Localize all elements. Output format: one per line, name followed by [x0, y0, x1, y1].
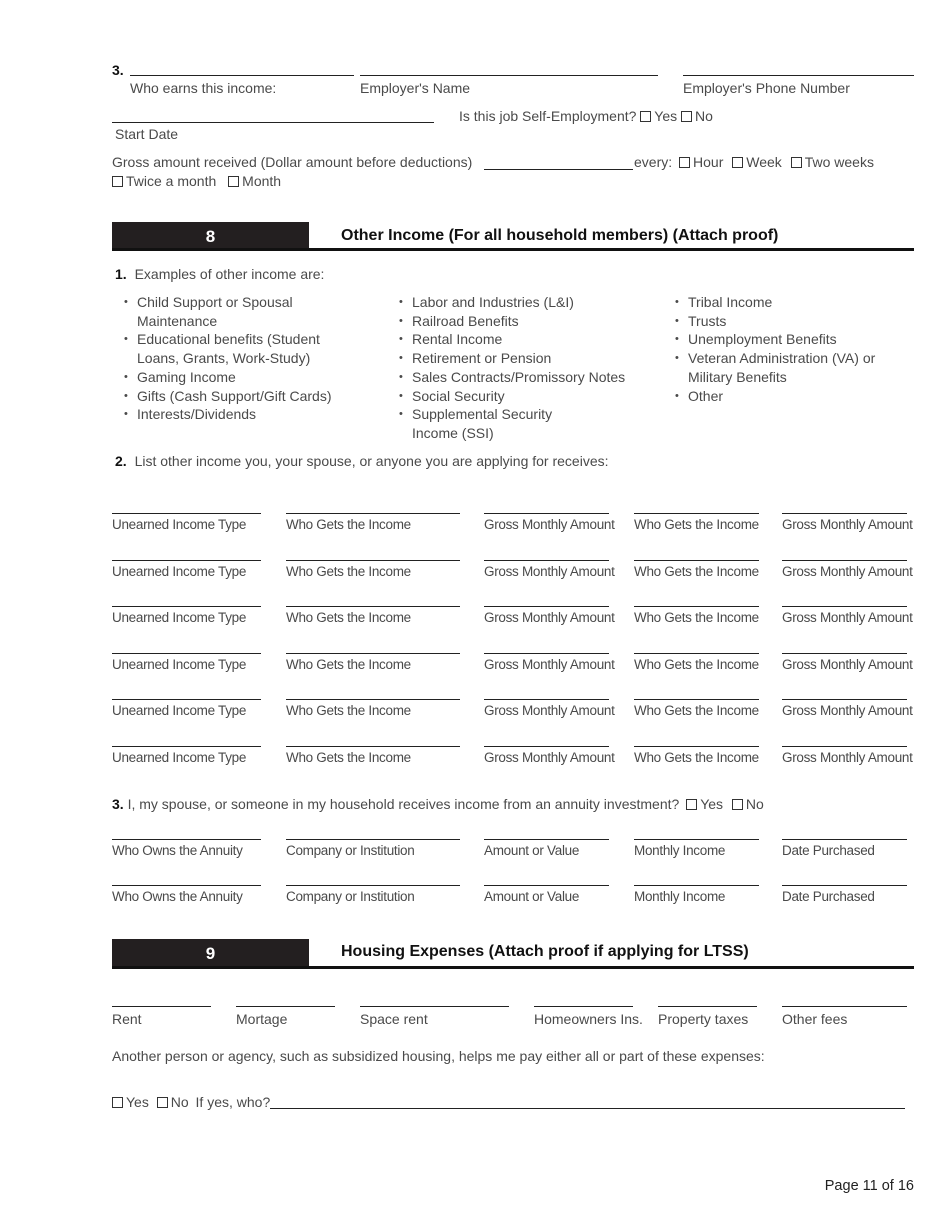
annuity-no-checkbox[interactable] — [732, 799, 743, 810]
income-field-line[interactable] — [782, 699, 907, 700]
income-field-label: Unearned Income Type — [112, 657, 247, 672]
list-item: • Other — [673, 387, 908, 406]
income-field-label: Who Gets the Income — [634, 517, 759, 532]
list-item: • Retirement or Pension — [397, 349, 647, 368]
income-field-line[interactable] — [782, 560, 907, 561]
list-item: • Labor and Industries (L&I) — [397, 293, 647, 312]
s8-q1 — [115, 266, 324, 282]
annuity-field-line[interactable] — [484, 885, 609, 886]
section-8-rule — [112, 248, 914, 251]
list-item: • Interests/Dividends — [122, 405, 342, 424]
assistance-yes-checkbox[interactable] — [112, 1097, 123, 1108]
annuity-field-line[interactable] — [112, 885, 261, 886]
gross-amount-label: Gross amount received (Dollar amount before deductions) — [112, 154, 473, 170]
two-weeks-checkbox[interactable] — [791, 157, 802, 168]
s8-q2-text: List other income you, your spouse, or anyone you are applying for receives: — [134, 453, 609, 469]
self-employment-question: Is this job Self-Employment? — [459, 108, 637, 124]
income-field-line[interactable] — [484, 653, 609, 654]
section-8-number: 8 — [112, 222, 309, 251]
income-field-line[interactable] — [286, 699, 460, 700]
gross-amount-line[interactable] — [484, 169, 633, 170]
assistance-answer-row — [112, 1094, 270, 1110]
start-date-line[interactable] — [112, 122, 434, 123]
annuity-field-label: Who Owns the Annuity — [112, 843, 243, 858]
income-field-label: Gross Monthly Amount — [484, 564, 615, 579]
annuity-field-line[interactable] — [634, 885, 759, 886]
annuity-field-line[interactable] — [112, 839, 261, 840]
expense-field-line[interactable] — [658, 1006, 757, 1007]
expense-field-line[interactable] — [112, 1006, 211, 1007]
two-weeks-label: Two weeks — [804, 154, 874, 170]
income-examples-col3 — [673, 293, 908, 405]
start-date-label: Start Date — [115, 126, 179, 142]
list-item: • Supplemental Security Income (SSI) — [397, 405, 572, 442]
hour-label: Hour — [693, 154, 724, 170]
annuity-field-label: Amount or Value — [484, 889, 580, 904]
income-field-line[interactable] — [112, 606, 261, 607]
income-field-label: Gross Monthly Amount — [782, 564, 913, 579]
list-item: • Social Security — [397, 387, 647, 406]
list-item: • Gifts (Cash Support/Gift Cards) — [122, 387, 342, 406]
income-field-label: Who Gets the Income — [634, 750, 759, 765]
week-checkbox[interactable] — [732, 157, 743, 168]
expense-field-line[interactable] — [782, 1006, 907, 1007]
income-field-line[interactable] — [112, 746, 261, 747]
income-field-label: Gross Monthly Amount — [484, 517, 615, 532]
s8-q3-number: 3. — [112, 796, 124, 812]
income-field-line[interactable] — [484, 606, 609, 607]
hour-checkbox[interactable] — [679, 157, 690, 168]
income-examples-col2 — [397, 293, 647, 443]
income-field-line[interactable] — [782, 513, 907, 514]
income-field-line[interactable] — [286, 513, 460, 514]
expense-field-label: Space rent — [360, 1011, 428, 1027]
income-field-label: Unearned Income Type — [112, 610, 247, 625]
income-field-label: Gross Monthly Amount — [782, 703, 913, 718]
income-field-label: Unearned Income Type — [112, 750, 247, 765]
week-label: Week — [746, 154, 782, 170]
income-field-label: Gross Monthly Amount — [782, 657, 913, 672]
income-field-line[interactable] — [112, 699, 261, 700]
income-field-line[interactable] — [634, 699, 759, 700]
if-yes-label: If yes, who? — [195, 1094, 271, 1110]
income-field-label: Gross Monthly Amount — [484, 657, 615, 672]
income-field-line[interactable] — [782, 746, 907, 747]
list-item: • Child Support or Spousal Maintenance — [122, 293, 342, 330]
income-field-label: Who Gets the Income — [634, 703, 759, 718]
list-item: • Tribal Income — [673, 293, 908, 312]
who-earns-label: Who earns this income: — [130, 80, 277, 96]
section-9-number: 9 — [112, 939, 309, 968]
income-field-line[interactable] — [286, 560, 460, 561]
income-field-line[interactable] — [484, 513, 609, 514]
income-field-label: Unearned Income Type — [112, 564, 247, 579]
assistance-no-checkbox[interactable] — [157, 1097, 168, 1108]
income-field-label: Who Gets the Income — [286, 657, 411, 672]
list-item: • Railroad Benefits — [397, 312, 647, 331]
list-item: • Veteran Administration (VA) or Military Benefits — [673, 349, 908, 386]
annuity-field-label: Amount or Value — [484, 843, 580, 858]
income-field-label: Who Gets the Income — [286, 564, 411, 579]
income-field-label: Gross Monthly Amount — [782, 610, 913, 625]
assistance-yes-label: Yes — [126, 1094, 149, 1110]
employer-phone-line[interactable] — [683, 75, 914, 76]
income-examples-col1 — [122, 293, 342, 424]
annuity-field-label: Date Purchased — [782, 843, 875, 858]
list-item: • Gaming Income — [122, 368, 342, 387]
income-field-label: Who Gets the Income — [286, 610, 411, 625]
income-field-label: Gross Monthly Amount — [782, 750, 913, 765]
annuity-field-line[interactable] — [634, 839, 759, 840]
income-field-label: Who Gets the Income — [286, 703, 411, 718]
annuity-field-label: Company or Institution — [286, 889, 415, 904]
list-item: • Rental Income — [397, 330, 647, 349]
list-item: • Educational benefits (Student Loans, Grants, Work-Study) — [122, 330, 342, 367]
frequency-row — [634, 154, 874, 170]
twice-month-checkbox[interactable] — [112, 176, 123, 187]
income-field-line[interactable] — [286, 746, 460, 747]
income-field-line[interactable] — [112, 653, 261, 654]
income-field-label: Who Gets the Income — [286, 517, 411, 532]
annuity-field-label: Company or Institution — [286, 843, 415, 858]
assistance-text: Another person or agency, such as subsidized housing, helps me pay either all or part of these expenses: — [112, 1048, 765, 1064]
annuity-field-line[interactable] — [286, 885, 460, 886]
income-field-line[interactable] — [782, 653, 907, 654]
annuity-field-line[interactable] — [782, 839, 907, 840]
expense-field-line[interactable] — [236, 1006, 335, 1007]
annuity-field-label: Monthly Income — [634, 843, 726, 858]
annuity-field-label: Monthly Income — [634, 889, 726, 904]
expense-field-line[interactable] — [360, 1006, 509, 1007]
self-employment-yes-label: Yes — [654, 108, 678, 124]
expense-field-label: Mortage — [236, 1011, 288, 1027]
income-field-line[interactable] — [286, 606, 460, 607]
s8-q3 — [112, 796, 764, 812]
income-field-label: Gross Monthly Amount — [484, 750, 615, 765]
income-field-line[interactable] — [112, 513, 261, 514]
income-field-label: Who Gets the Income — [634, 657, 759, 672]
income-field-label: Who Gets the Income — [286, 750, 411, 765]
self-employment-no-label: No — [695, 108, 713, 124]
expense-field-label: Property taxes — [658, 1011, 749, 1027]
who-earns-line[interactable] — [130, 75, 354, 76]
income-field-line[interactable] — [634, 746, 759, 747]
expense-field-line[interactable] — [534, 1006, 633, 1007]
annuity-field-label: Who Owns the Annuity — [112, 889, 243, 904]
income-field-line[interactable] — [484, 699, 609, 700]
income-field-line[interactable] — [112, 560, 261, 561]
income-field-line[interactable] — [634, 653, 759, 654]
s8-q1-number: 1. — [115, 266, 127, 282]
expense-field-label: Rent — [112, 1011, 142, 1027]
employer-name-line[interactable] — [360, 75, 658, 76]
section-9-rule — [112, 966, 914, 969]
annuity-no-label: No — [745, 796, 764, 812]
section-8-title: Other Income (For all household members) (Attach proof) — [341, 227, 779, 244]
list-item: • Sales Contracts/Promissory Notes — [397, 368, 647, 387]
income-field-line[interactable] — [634, 560, 759, 561]
self-employment-row — [459, 108, 713, 124]
income-field-label: Who Gets the Income — [634, 610, 759, 625]
self-employment-yes-checkbox[interactable] — [640, 111, 651, 122]
page-number: Page 11 of 16 — [824, 1178, 914, 1194]
month-label: Month — [242, 173, 282, 189]
income-field-label: Unearned Income Type — [112, 703, 247, 718]
annuity-yes-checkbox[interactable] — [686, 799, 697, 810]
annuity-field-label: Date Purchased — [782, 889, 875, 904]
income-field-label: Gross Monthly Amount — [484, 610, 615, 625]
q3-number: 3. — [112, 62, 124, 78]
income-field-line[interactable] — [286, 653, 460, 654]
frequency-row-2 — [112, 173, 281, 189]
s8-q2-number: 2. — [115, 453, 127, 469]
income-field-line[interactable] — [484, 746, 609, 747]
income-field-line[interactable] — [484, 560, 609, 561]
annuity-yes-label: Yes — [700, 796, 724, 812]
employer-phone-label: Employer's Phone Number — [683, 80, 850, 96]
income-field-line[interactable] — [782, 606, 907, 607]
income-field-label: Gross Monthly Amount — [484, 703, 615, 718]
s8-q2 — [115, 453, 609, 469]
month-checkbox[interactable] — [228, 176, 239, 187]
expense-field-label: Homeowners Ins. — [534, 1011, 643, 1027]
annuity-field-line[interactable] — [484, 839, 609, 840]
s8-q1-text: Examples of other income are: — [134, 266, 325, 282]
employer-name-label: Employer's Name — [360, 80, 471, 96]
every-label: every: — [634, 154, 673, 170]
annuity-field-line[interactable] — [782, 885, 907, 886]
assistance-no-label: No — [170, 1094, 189, 1110]
income-field-label: Gross Monthly Amount — [782, 517, 913, 532]
section-9-title: Housing Expenses (Attach proof if applying for LTSS) — [341, 943, 749, 960]
income-field-label: Unearned Income Type — [112, 517, 247, 532]
list-item: • Trusts — [673, 312, 908, 331]
income-field-line[interactable] — [634, 513, 759, 514]
income-field-label: Who Gets the Income — [634, 564, 759, 579]
s8-q3-text: I, my spouse, or someone in my household receives income from an annuity investment? — [127, 796, 680, 812]
annuity-field-line[interactable] — [286, 839, 460, 840]
self-employment-no-checkbox[interactable] — [681, 111, 692, 122]
expense-field-label: Other fees — [782, 1011, 848, 1027]
if-yes-who-line[interactable] — [270, 1108, 905, 1109]
twice-month-label: Twice a month — [126, 173, 217, 189]
income-field-line[interactable] — [634, 606, 759, 607]
list-item: • Unemployment Benefits — [673, 330, 908, 349]
